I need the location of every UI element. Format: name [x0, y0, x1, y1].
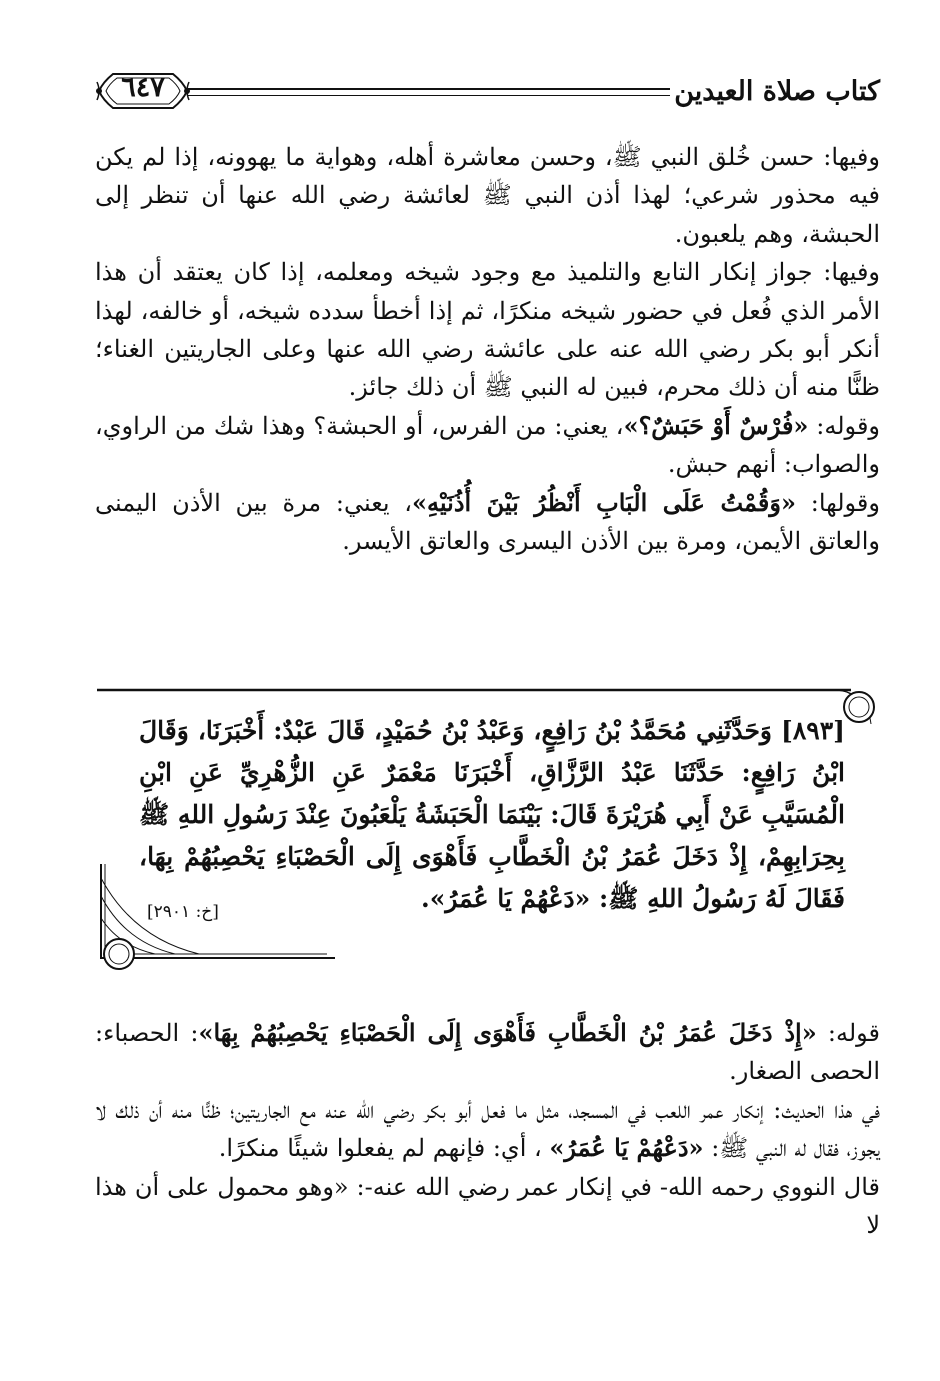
paragraph-text: وقوله:: [808, 411, 881, 440]
commentary-paragraph: [95, 138, 880, 253]
paragraph-text: ، يعني: مرة بين الأذن اليمنى والعاتق الأيمن، ومرة بين الأذن اليسرى والعاتق الأيسر.: [95, 488, 880, 555]
commentary-paragraph: [95, 1168, 880, 1245]
commentary-lower: [95, 1014, 880, 1244]
paragraph-text: قوله:: [816, 1019, 881, 1047]
quoted-phrase: «وَقُمْتُ عَلَى الْبَابِ أَنْظُرُ بَيْنَ أُذُنَيْهِ»: [412, 487, 796, 517]
hadith-reference: [خ: ٢٩٠١]: [147, 902, 219, 922]
hadith-body: [٨٩٣] وَحَدَّثَنِي مُحَمَّدُ بْنُ رَافِعٍ، وَعَبْدُ بْنُ حُمَيْدٍ، قَالَ عَبْدٌ: أَخْبَرَنَا، وَقَالَ ابْنُ رَافِعٍ: حَدَّثَنَا عَبْدُ الرَّزَّاقِ، أَخْبَرَنَا مَعْمَرٌ عَنِ الزُّهْرِيِّ عَنِ ابْنِ الْمُسَيَّبِ عَنْ أَبِي هُرَيْرَةَ قَالَ: بَيْنَمَا الْحَبَشَةُ يَلْعَبُونَ عِنْدَ رَسُولِ اللهِ ﷺ بِحِرَابِهِمْ، إِذْ دَخَلَ عُمَرُ بْنُ الْخَطَّابِ فَأَهْوَى إِلَى الْحَصْبَاءِ يَحْصِبُهُمْ بِهَا، فَقَالَ لَهُ رَسُولُ اللهِ ﷺ: «دَعْهُمْ يَا عُمَرُ».: [139, 716, 845, 913]
commentary-paragraph: [95, 484, 880, 561]
hadith-text: [139, 710, 845, 920]
page-header: [95, 62, 880, 124]
page-number: ٦٤٧: [121, 72, 165, 103]
commentary-paragraph: [95, 407, 880, 484]
paragraph-text: في هذا الحديث: إنكار عمر اللعب في المسجد، مثل ما فعل أبو بكر رضي الله عنه مع الجاريتين؛ ظنًّا منه أن ذلك لا يجوز، فقال له النبي ﷺ:: [95, 1095, 880, 1163]
paragraph-text: : الحصباء: الحصى الصغار.: [95, 1019, 880, 1086]
quoted-phrase: «إِذْ دَخَلَ عُمَرُ بْنُ الْخَطَّابِ فَأَهْوَى إِلَى الْحَصْبَاءِ يَحْصِبُهُمْ بِهَا»: [198, 1018, 817, 1047]
paragraph-text: قال النووي رحمه الله- في إنكار عمر رضي الله عنه-: «وهو محمول على أن هذا لا: [95, 1172, 880, 1239]
hadith-box: [95, 688, 885, 972]
paragraph-text: وفيها: جواز إنكار التابع والتلميذ مع وجود شيخه ومعلمه، إذا كان يعتقد أن هذا الأمر الذي فُعل في حضور شيخه منكرًا، ثم إذا أخطأ سدده شيخه، أو خالفه، لهذا أنكر أبو بكر رضي الله عنه على عائشة رضي الله عنها وعلى الجاريتين الغناء؛ ظنًّا منه أن ذلك محرم، فبين له النبي ﷺ أن ذلك جائز.: [95, 258, 880, 402]
commentary-upper: [95, 138, 880, 560]
quoted-phrase: «فُرْسٌ أَوْ حَبَشٌ؟»: [623, 410, 809, 440]
paragraph-text: ، يعني: من الفرس، أو الحبشة؟ وهذا شك من الراوي، والصواب: أنهم حبش.: [95, 411, 880, 479]
commentary-paragraph: [95, 1014, 880, 1091]
page-number-ornament: [95, 62, 191, 120]
paragraph-text: وقولها:: [796, 488, 880, 517]
book-title: كتاب صلاة العيدين: [674, 76, 880, 107]
quoted-phrase: «دَعْهُمْ يَا عُمَرُ»: [549, 1133, 704, 1163]
commentary-paragraph: [95, 253, 880, 407]
paragraph-text: ، أي: فإنهم لم يفعلوا شيئًا منكرًا.: [218, 1134, 550, 1163]
header-rule: [187, 88, 670, 96]
commentary-paragraph: [95, 1091, 880, 1168]
paragraph-text: وفيها: حسن خُلق النبي ﷺ، وحسن معاشرة أهله، وهواية ما يهوونه، إذا لم يكن فيه محذور شرعي؛ لهذا أذن النبي ﷺ لعائشة رضي الله عنها أن تنظر إلى الحبشة، وهم يلعبون.: [95, 143, 880, 248]
